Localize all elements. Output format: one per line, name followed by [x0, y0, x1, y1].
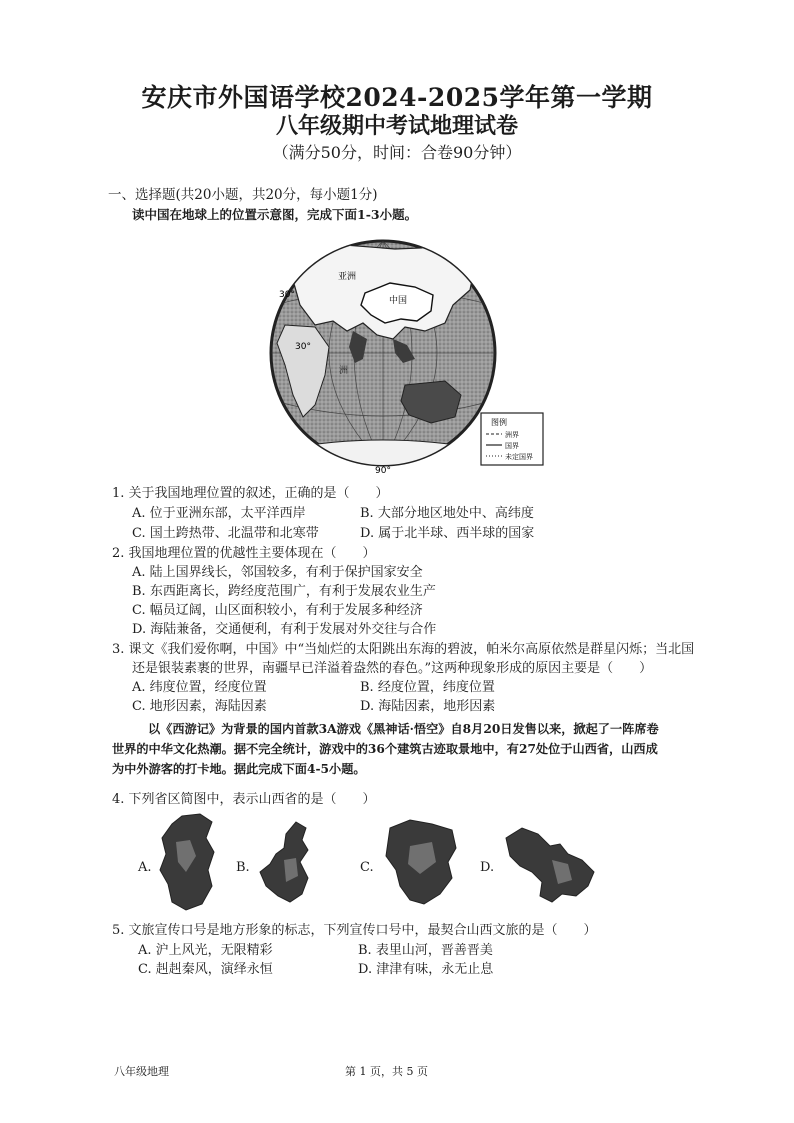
q5-option-d: D. 津津有味，永无止息 [358, 962, 494, 977]
page-subtitle: 八年级期中考试地理试卷 [275, 113, 518, 139]
q2-option-a: A. 陆上国界线长，邻国较多，有利于保护国家安全 [132, 565, 423, 580]
question-intro-1-3: 读中国在地球上的位置示意图，完成下面1-3小题。 [132, 207, 418, 222]
q3-option-a: A. 纬度位置，经度位置 [132, 680, 267, 695]
legend-item-continent-border: 洲界 [505, 431, 519, 439]
q4-option-d-label: D. [480, 860, 495, 875]
footer-subject: 八年级地理 [114, 1065, 169, 1078]
q2-stem: 2. 我国地理位置的优越性主要体现在（ ） [112, 546, 376, 561]
q3-stem-line1: 3. 课文《我们爱你啊，中国》中“当灿烂的太阳跳出东海的碧波，帕米尔高原依然是群星闪烁；当北国 [112, 642, 695, 657]
q1-option-d: D. 属于北半球、西半球的国家 [360, 526, 535, 541]
province-shape-a [156, 812, 218, 912]
score-info: （满分50分，时间：合卷90分钟） [272, 143, 522, 162]
legend-item-undefined-border: 未定国界 [505, 453, 533, 461]
q4-stem: 4. 下列省区简图中，表示山西省的是（ ） [112, 792, 376, 807]
zhou-label: 洲 [339, 366, 349, 376]
q2-option-d: D. 海陆兼备，交通便利，有利于发展对外交往与合作 [132, 622, 437, 637]
q2-option-c: C. 幅员辽阔，山区面积较小，有利于发展多种经济 [132, 603, 423, 618]
pole-label: 90° [375, 466, 391, 475]
section-heading: 一、选择题(共20小题，共20分，每小题1分) [108, 187, 378, 203]
q5-option-a: A. 沪上风光，无限精彩 [138, 943, 273, 958]
map-legend [481, 413, 543, 465]
q3-option-b: B. 经度位置，纬度位置 [360, 680, 495, 695]
passage-line-2: 世界的中华文化热潮。据不完全统计，游戏中的36个建筑古迹取景地中，有27处位于山西省，山西成 [112, 742, 658, 756]
q1-option-c: C. 国土跨热带、北温带和北寒带 [132, 526, 319, 541]
q5-stem: 5. 文旅宣传口号是地方形象的标志，下列宣传口号中，最契合山西文旅的是（ ） [112, 923, 597, 938]
q4-option-b-label: B. [236, 860, 250, 875]
q3-option-d: D. 海陆因素，地形因素 [360, 699, 496, 714]
passage-line-1: 以《西游记》为背景的国内首款3A游戏《黑神话·悟空》自8月20日发售以来，掀起了一阵席卷 [148, 722, 659, 736]
q4-option-c-label: C. [360, 860, 374, 875]
footer-page-number: 第 1 页，共 5 页 [345, 1065, 428, 1078]
q3-stem-line2: 还是银装素裹的世界，南疆早已洋溢着盎然的春色。”这两种现象形成的原因主要是（ ） [132, 661, 653, 676]
q3-option-c: C. 地形因素，海陆因素 [132, 699, 267, 714]
q1-option-b: B. 大部分地区地处中、高纬度 [360, 506, 534, 521]
q5-option-c: C. 赳赳秦风，演绎永恒 [138, 962, 273, 977]
passage-line-3: 为中外游客的打卡地。据此完成下面4-5小题。 [112, 762, 366, 776]
page-title: 安庆市外国语学校2024-2025学年第一学期 [141, 83, 653, 112]
q4-province-shapes [130, 812, 600, 912]
province-shape-d [502, 820, 600, 906]
legend-item-national-border: 国界 [505, 442, 519, 450]
q2-option-b: B. 东西距离长，跨经度范围广，有利于发展农业生产 [132, 584, 436, 599]
legend-title: 图例 [491, 418, 507, 427]
lat-30s-label: 30° [295, 342, 311, 352]
province-shape-c [380, 816, 462, 908]
q1-stem: 1. 关于我国地理位置的叙述，正确的是（ ） [112, 486, 389, 501]
q1-option-a: A. 位于亚洲东部，太平洋西岸 [132, 506, 306, 521]
q4-option-a-label: A. [138, 860, 152, 875]
lat-30n-label: 30° [279, 290, 295, 300]
province-shape-b [256, 820, 320, 904]
china-label: 中国 [389, 296, 408, 306]
globe-map-figure [255, 235, 550, 475]
globe-map [255, 235, 550, 475]
asia-label: 亚洲 [338, 272, 357, 282]
q5-option-b: B. 表里山河，晋善晋美 [358, 943, 493, 958]
